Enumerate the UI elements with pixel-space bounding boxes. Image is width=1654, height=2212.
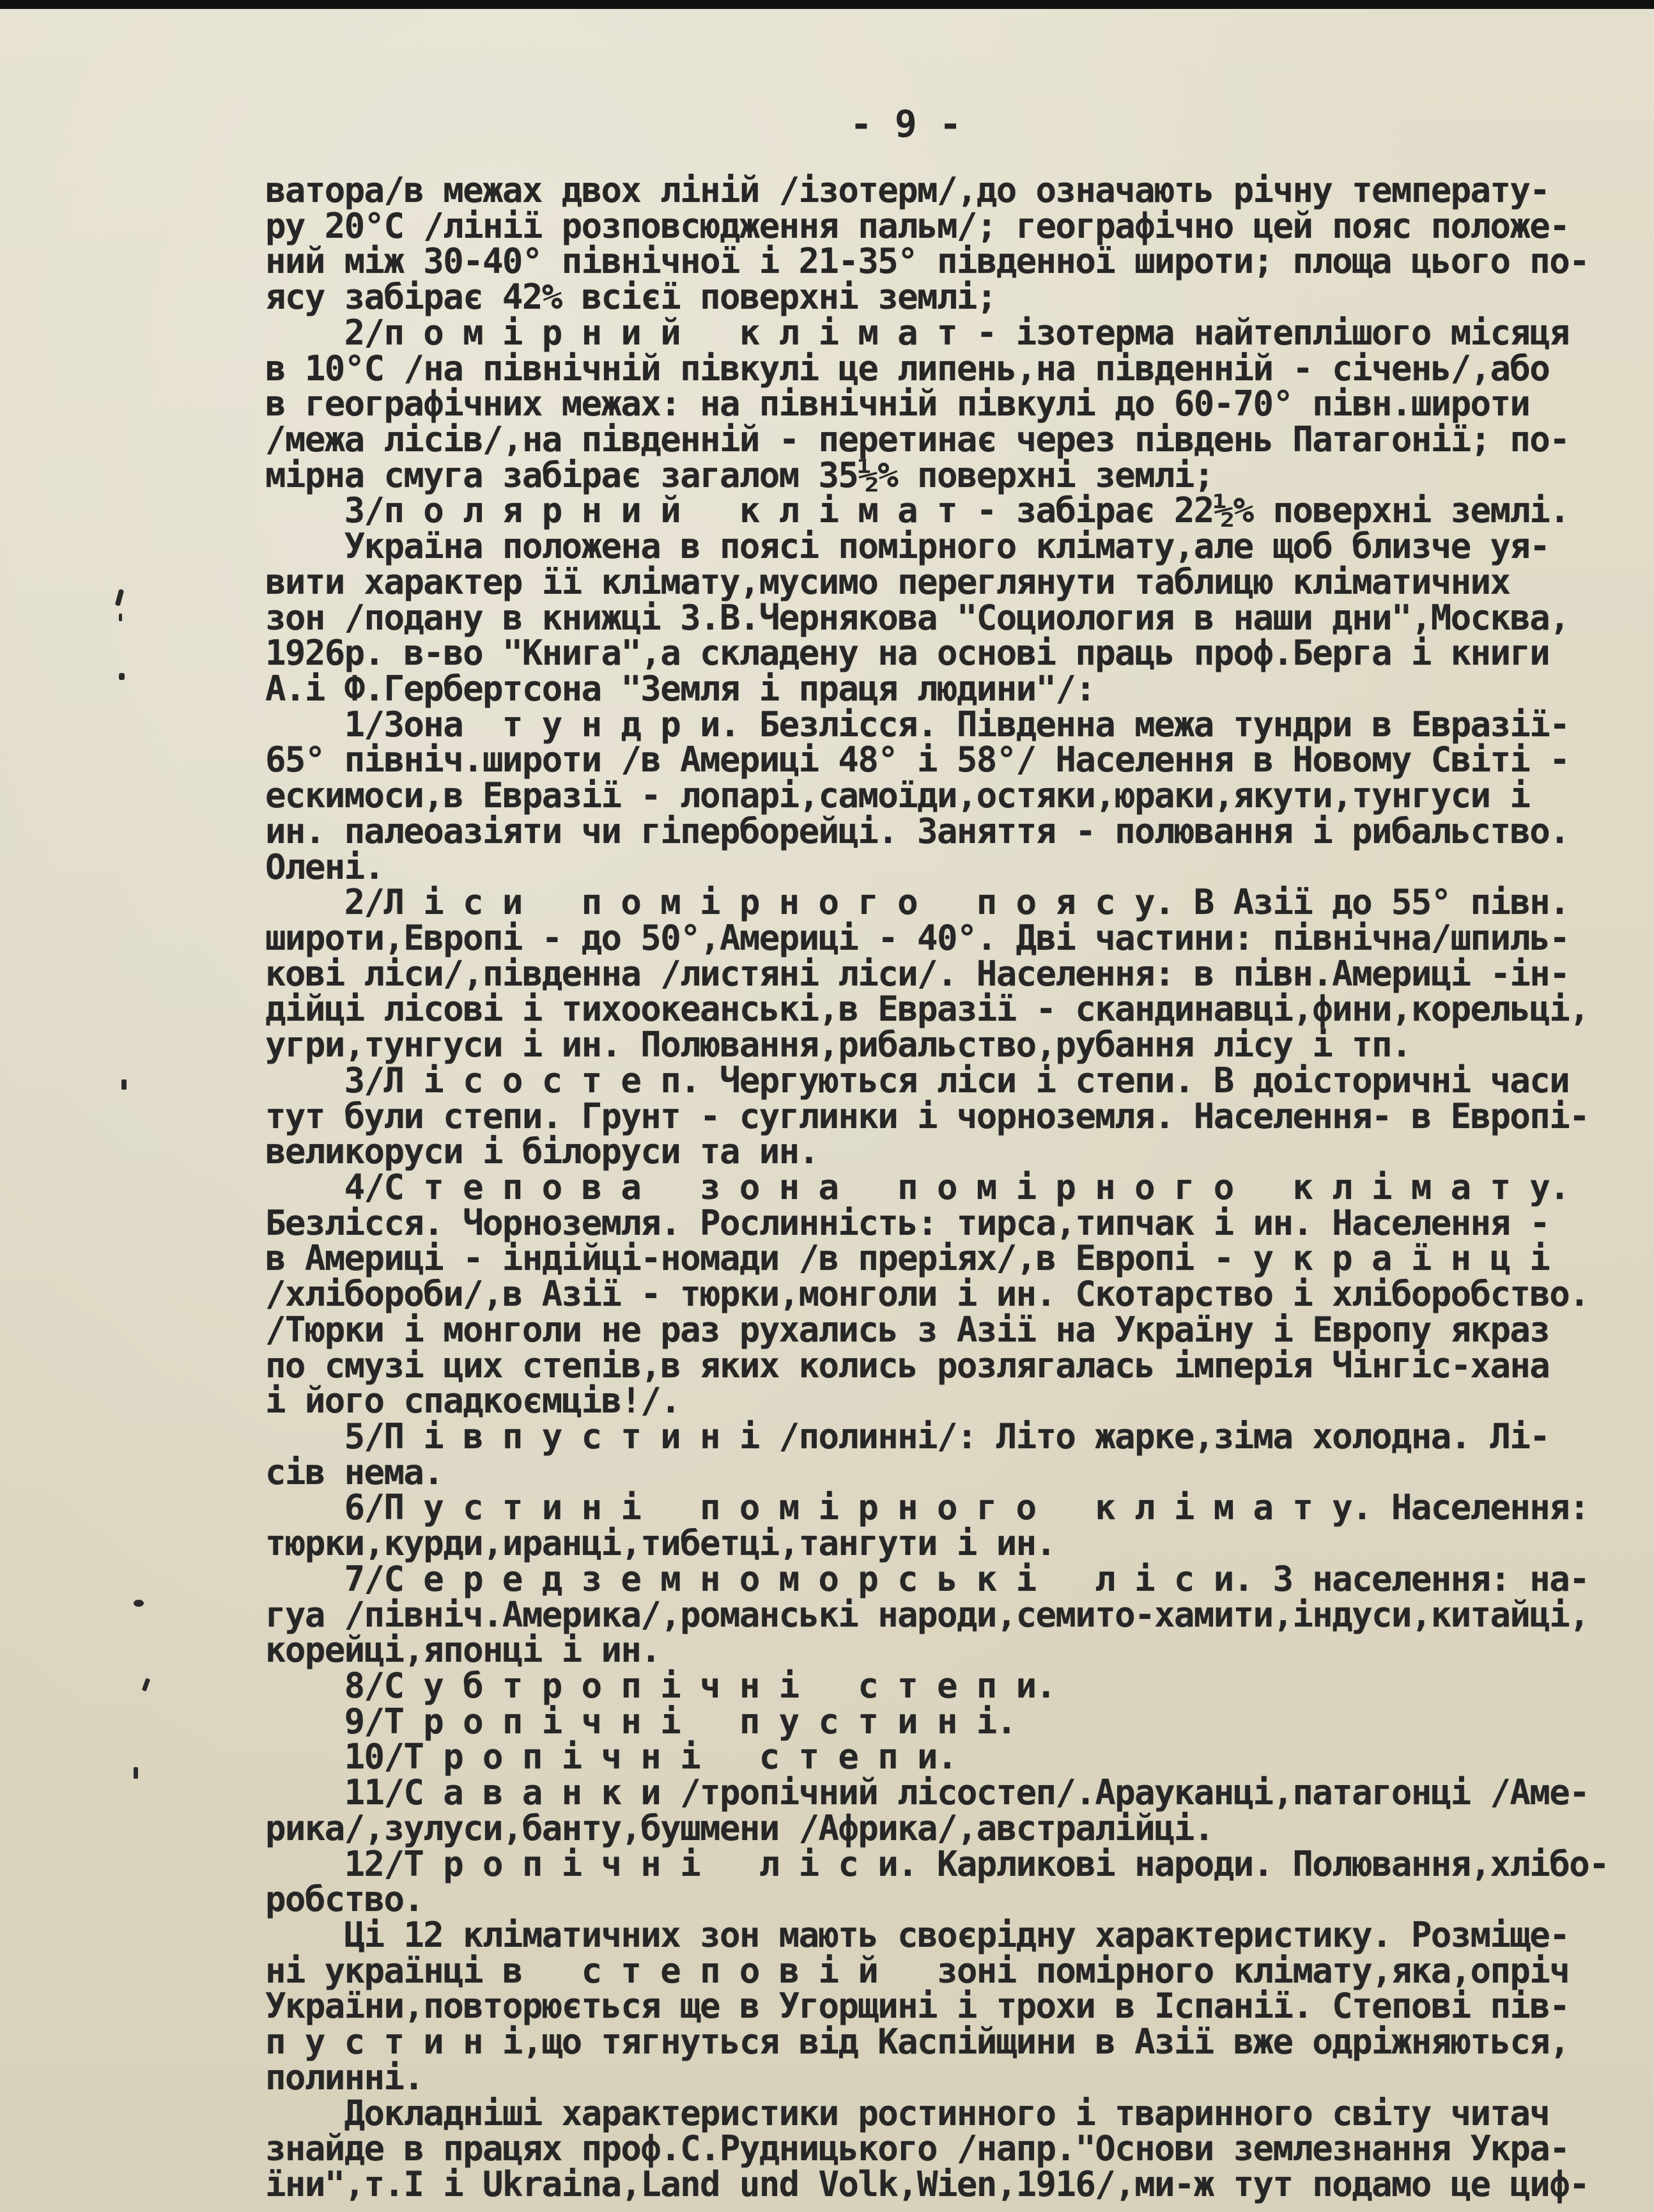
text-line: 10/Т р о п і ч н і с т е п и. [265,1736,957,1777]
text-line: 5/П і в п у с т и н і /полинні/: Літо жарке,зіма холодна. Лі- [265,1416,1550,1457]
text-line: Безлісся. Чорноземля. Рослинність: тирса,типчак і ин. Населення - [265,1203,1550,1243]
text-line: 1926р. в-во "Книга",а складену на основі праць проф.Берга і книги [265,633,1550,673]
text-line: сів нема. [265,1452,444,1492]
text-line: гуа /північ.Америка/,романські народи,семито-хамити,індуси,китайці, [265,1595,1589,1635]
text-line: ні українці в с т е п о в і й зоні помірного клімату,яка,опріч [265,1951,1570,1991]
text-line: вити характер її клімату,мусимо переглянути таблицю кліматичних [265,562,1510,602]
margin-ink-mark [134,1767,138,1779]
margin-ink-mark [115,589,124,606]
text-line: великоруси і білоруси та ин. [265,1131,819,1172]
text-line: кові ліси/,південна /листяні ліси/. Населення: в півн.Америці -ін- [265,954,1570,994]
text-line: полинні. [265,2057,424,2098]
text-line: ний між 30-40° північної і 21-35° південної широти; площа цього по- [265,241,1589,281]
text-line: 1/Зона т у н д р и. Безлісся. Південна межа тундри в Евразії- [265,704,1570,745]
text-line: в 10°С /на північній півкулі це липень,на південній - січень/,або [265,348,1550,389]
scan-top-edge [0,0,1654,9]
text-line: /хлібороби/,в Азії - тюрки,монголи і ин. Скотарство і хліборобство. [265,1274,1589,1314]
text-line: мірна смуга забірає загалом 35½% поверхні землі; [265,455,1214,495]
text-line: ин. палеоазіяти чи гіперборейці. Заняття - полювання і рибальство. [265,811,1570,851]
text-line: і його спадкоємців!/. [265,1381,681,1421]
text-line: Докладніші характеристики ростинного і тваринного світу читач [265,2093,1550,2133]
text-line: 65° північ.широти /в Америці 48° і 58°/ Населення в Новому Світі - [265,739,1570,780]
text-line: ескимоси,в Евразії - лопарі,самоїди,остяки,юраки,якути,тунгуси і [265,775,1530,816]
page-number: - 9 - [850,102,962,146]
text-line: зон /подану в книжці З.В.Чернякова "Социология в наши дни",Москва, [265,598,1570,638]
text-line: 9/Т р о п і ч н і п у с т и н і. [265,1701,1016,1742]
text-line: 2/п о м і р н и й к л і м а т - ізотерма найтеплішого місяця [265,313,1570,353]
text-line: 6/П у с т и н і п о м і р н о г о к л і м а т у. Населення: [265,1487,1589,1528]
text-line: Україна положена в поясі помірного клімату,але щоб близче уя- [265,526,1550,566]
text-line: ру 20°С /лінії розповсюдження пальм/; географічно цей пояс положе- [265,206,1570,246]
text-line: тут були степи. Грунт - суглинки і чорноземля. Населення- в Европі- [265,1096,1589,1136]
text-line: в географічних межах: на північній півкулі до 60-70° півн.широти [265,383,1530,424]
margin-ink-mark [134,1600,144,1607]
text-line: 8/С у б т р о п і ч н і с т е п и. [265,1666,1056,1706]
text-line: 3/Л і с о с т е п. Чергуються ліси і степи. В доісторичні часи [265,1060,1570,1101]
text-line: Ці 12 кліматичних зон мають своєрідну характеристику. Розміще- [265,1915,1570,1955]
text-line: 2/Л і с и п о м і р н о г о п о я с у. В Азії до 55° півн. [265,882,1570,922]
text-line: ясу забірає 42% всієї поверхні землі; [265,277,996,317]
text-line: рика/,зулуси,банту,бушмени /Африка/,австралійці. [265,1808,1214,1848]
text-line: знайде в працях проф.С.Рудницького /напр."Основи землезнання Укра- [265,2128,1570,2169]
text-line: 4/С т е п о в а з о н а п о м і р н о г о к л і м а т у. [265,1167,1570,1207]
text-line: тюрки,курди,иранці,тибетці,тангути і ин. [265,1523,1056,1563]
text-line: /межа лісів/,на південній - перетинає через південь Патагонії; по- [265,419,1570,460]
text-line: 3/п о л я р н и й к л і м а т - забірає 22½% поверхні землі. [265,490,1570,530]
text-line: 7/С е р е д з е м н о м о р с ь к і л і с и. З населення: на- [265,1559,1589,1599]
text-line: 12/Т р о п і ч н і л і с и. Карликові народи. Полювання,хлібо- [265,1844,1609,1884]
text-line: робство. [265,1879,424,1919]
text-line: корейці,японці і ин. [265,1630,661,1670]
text-line: /Тюрки і монголи не раз рухались з Азії на Україну і Европу якраз [265,1310,1550,1350]
text-line: п у с т и н і,що тягнуться від Каспійщини в Азії вже одріжняються, [265,2022,1570,2062]
margin-ink-mark [119,614,122,621]
text-line: по смузі цих степів,в яких колись розлягалась імперія Чінгіс-хана [265,1345,1550,1386]
text-line: 11/С а в а н к и /тропічний лісостеп/.Арауканці,патагонці /Аме- [265,1772,1589,1813]
text-line: їни",т.I і Ukraina,Land und Volk,Wien,1916/,ми-ж тут подамо це циф- [265,2164,1589,2204]
margin-ink-mark [142,1678,150,1691]
text-line: Олені. [265,847,384,887]
text-line: ватора/в межах двох ліній /ізотерм/,до означають річну температу- [265,170,1550,210]
text-line: А.і Ф.Гербертсона "Земля і праця людини"/: [265,669,1095,709]
text-line: угри,тунгуси і ин. Полювання,рибальство,рубання лісу і тп. [265,1025,1411,1065]
text-line: широти,Европі - до 50°,Америці - 40°. Дві частини: північна/шпиль- [265,918,1570,958]
margin-ink-mark [119,673,125,680]
margin-ink-mark [121,1079,127,1090]
text-line: України,повторюється ще в Угорщині і трохи в Іспанії. Степові пів- [265,1986,1570,2026]
text-line: в Америці - індійці-номади /в преріях/,в Европі - у к р а ї н ц і [265,1238,1550,1278]
text-line: дійці лісові і тихоокеанські,в Евразії - скандинавці,фини,корельці, [265,989,1589,1029]
